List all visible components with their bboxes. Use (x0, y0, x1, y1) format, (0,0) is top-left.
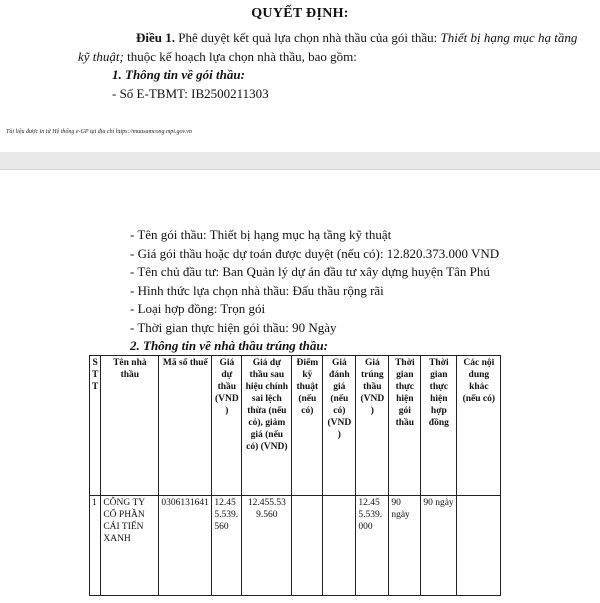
investor-line: - Tên chủ đầu tư: Ban Quản lý dự án đầu tư xây dựng huyện Tân Phú (130, 264, 490, 279)
cell-contract-duration: 90 ngày (421, 496, 457, 596)
col-header-technical-score: Điểm kỹ thuật (nếu có) (292, 356, 323, 496)
cell-package-duration: 90 ngày (389, 496, 421, 596)
page-gap (0, 152, 600, 169)
cell-evaluated-price (323, 496, 356, 596)
article-text-2: thuộc kế hoạch lựa chọn nhà thầu, bao gồm: (123, 49, 357, 64)
table-row (90, 496, 501, 596)
col-header-winning-price: Giá trúng thầu (VND ) (356, 356, 389, 496)
section-1-heading: 1. Thông tin về gói thầu: (112, 67, 245, 82)
ebid-number: - Số E-TBMT: IB2500211303 (112, 86, 269, 101)
page-footer-note: Tài liệu được in từ Hệ thống e-GP tại địa chỉ https://muasamcong.mpi.gov.vn (6, 129, 192, 135)
cell-other (457, 496, 501, 596)
package-name-line: - Tên gói thầu: Thiết bị hạng mục hạ tầng kỹ thuật (130, 227, 392, 242)
section-2-heading: 2. Thông tin về nhà thầu trúng thầu: (130, 338, 328, 353)
col-header-package-duration: Thời gian thực hiện gói thầu (389, 356, 421, 496)
package-price-line: - Giá gói thầu hoặc dự toán được duyệt (nếu có): 12.820.373.000 VND (130, 245, 500, 261)
cell-adjusted-price: 12.455.539.560 (242, 496, 292, 596)
col-header-bidder-name: Tên nhà thầu (101, 356, 159, 496)
contract-type-line: - Loại hợp đồng: Trọn gói (130, 301, 266, 316)
article-1-paragraph (78, 28, 578, 66)
cell-bid-price: 12.455.539.560 (212, 496, 242, 596)
article-text-1: Phê duyệt kết quả lựa chọn nhà thầu của gói thầu: (175, 30, 441, 45)
package-info-list (130, 226, 499, 337)
col-header-adjusted-price: Giá dự thầu sau hiệu chính sai lệch thừa (nếu có), giảm giá (nếu có) (VND) (242, 356, 292, 496)
article-package-name: Thiết bị hạng mục hạ tầng kỹ thuật; (78, 30, 578, 64)
cell-tax-code: 0306131641 (159, 496, 212, 596)
col-header-stt: S T T (90, 356, 101, 496)
winning-bidder-table (89, 355, 501, 596)
decision-title: QUYẾT ĐỊNH: (251, 6, 349, 21)
selection-method-line: - Hình thức lựa chọn nhà thầu: Đấu thầu rộng rãi (130, 282, 384, 298)
col-header-bid-price: Giá dự thầu (VND ) (212, 356, 242, 496)
col-header-other: Các nội dung khác (nếu có) (457, 356, 501, 496)
table-header-row (90, 356, 501, 496)
duration-line: - Thời gian thực hiện gói thầu: 90 Ngày (130, 319, 337, 335)
col-header-tax-code: Mã số thuế (159, 356, 212, 496)
cell-stt: 1 (90, 496, 101, 596)
document-page-top (0, 0, 600, 153)
cell-winning-price: 12.455.539.000 (356, 496, 389, 596)
cell-bidder-name: CÔNG TY CỔ PHẦN CÁI TIẾN XANH (101, 496, 159, 596)
col-header-evaluated-price: Giá đánh giá (nếu có) (VND ) (323, 356, 356, 496)
col-header-contract-duration: Thời gian thực hiện hợp đồng (421, 356, 457, 496)
cell-technical-score (292, 496, 323, 596)
article-label: Điều 1. (136, 30, 175, 45)
